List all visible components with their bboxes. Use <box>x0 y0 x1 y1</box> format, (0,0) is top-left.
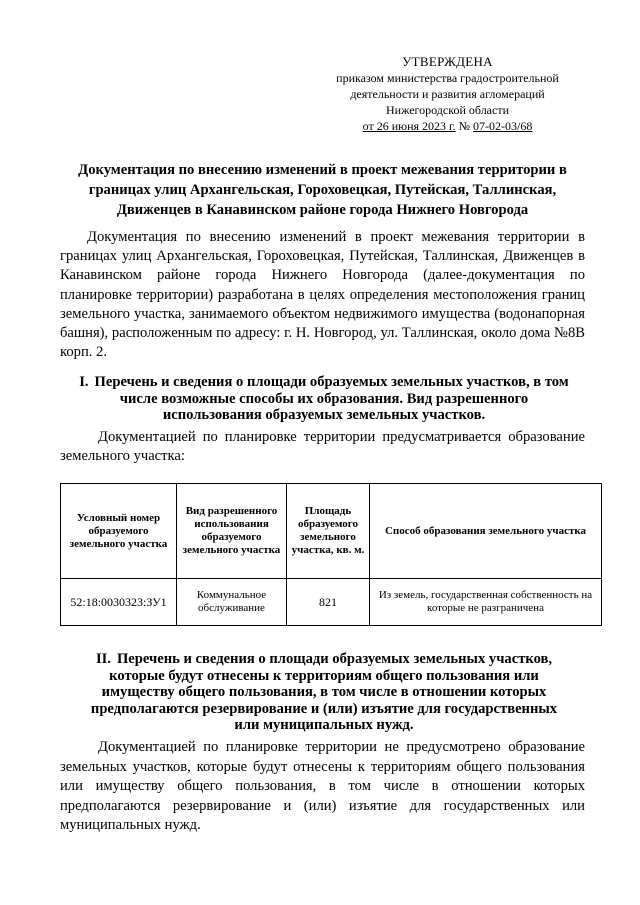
cell-permitted-use: Коммунальное обслуживание <box>177 579 287 626</box>
section-2-paragraph: Документацией по планировке территории не предусмотрено образование земельных участков, которые будут отнесены к территориям общего пользования или имуществу общего пользования, в том числе в отношении которых предполагаются резервирование и (или) изъятие для государственных или муниципальных нужд. <box>60 739 585 833</box>
document-title <box>60 160 585 220</box>
table-row <box>61 579 602 626</box>
section-2-line-3: имуществу общего пользования, в том числе в отношении которых <box>101 684 547 700</box>
approval-stamp <box>320 54 575 134</box>
cell-plot-number: 52:18:0030323:ЗУ1 <box>61 579 177 626</box>
section-2-line-4: предполагаются резервирование и (или) изъятие для государственных <box>90 700 558 717</box>
section-1-line-3: использования образуемых земельных участков. <box>162 407 486 423</box>
cell-area: 821 <box>287 579 370 626</box>
section-1-line-1-text: Перечень и сведения о площади образуемых земельных участков, в том <box>94 374 569 390</box>
approval-line-2: деятельности и развития агломераций <box>350 87 545 101</box>
section-2-heading <box>64 651 584 734</box>
cell-formation-method: Из земель, государственная собственность на которые не разграничена <box>370 579 602 626</box>
title-line-3: Движенцев в Канавинском районе города Нижнего Новгорода <box>116 202 529 218</box>
approval-line-1: приказом министерства градостроительной <box>336 71 559 85</box>
title-line-2: границах улиц Архангельская, Гороховецкая, Путейская, Таллинская, <box>88 182 557 198</box>
section-2-line-1 <box>64 651 584 668</box>
order-date: от 26 июня 2023 г. <box>362 119 456 133</box>
header-area: Площадь образуемого земельного участка, кв. м. <box>287 484 370 579</box>
section-2-number: II. <box>95 651 111 667</box>
section-2-line-5: или муниципальных нужд. <box>234 717 414 733</box>
title-line-1: Документация по внесению изменений в проект межевания территории в <box>78 162 567 178</box>
approval-heading: УТВЕРЖДЕНА <box>402 54 493 69</box>
section-2-line-2: которые будут отнесены к территориям общего пользования или <box>109 667 539 684</box>
order-number: 07-02-03/68 <box>473 119 533 133</box>
table-header-row <box>61 484 602 579</box>
section-1-heading <box>64 374 584 424</box>
approval-order-line <box>320 118 575 134</box>
land-plots-table <box>60 483 602 626</box>
section-1-line-1 <box>64 374 584 391</box>
section-2-line-1-text: Перечень и сведения о площади образуемых земельных участков, <box>116 651 553 667</box>
approval-line-3: Нижегородской области <box>385 103 509 117</box>
order-number-prefix: № <box>458 119 471 133</box>
header-plot-number: Условный номер образуемого земельного участка <box>61 484 177 579</box>
intro-paragraph: Документация по внесению изменений в проект межевания территории в границах улиц Архангельская, Гороховецкая, Путейская, Таллинская, Движенцев в Канавинском районе города Нижнего Новгорода (далее-документация по планировке территории) разработана в целях определения местоположения границ земельного участка, занимаемого объектом недвижимого имущества (водонапорная башня), расположенным по адресу: г. Н. Новгород, ул. Таллинская, около дома №8В корп. 2. <box>60 229 585 361</box>
header-formation-method: Способ образования земельного участка <box>370 484 602 579</box>
section-1-line-2: числе возможные способы их образования. Вид разрешенного <box>119 390 529 407</box>
section-1-number: I. <box>79 374 89 390</box>
section-1-paragraph: Документацией по планировке территории предусматривается образование земельного участка: <box>60 429 585 464</box>
header-permitted-use: Вид разрешенного использования образуемого земельного участка <box>177 484 287 579</box>
